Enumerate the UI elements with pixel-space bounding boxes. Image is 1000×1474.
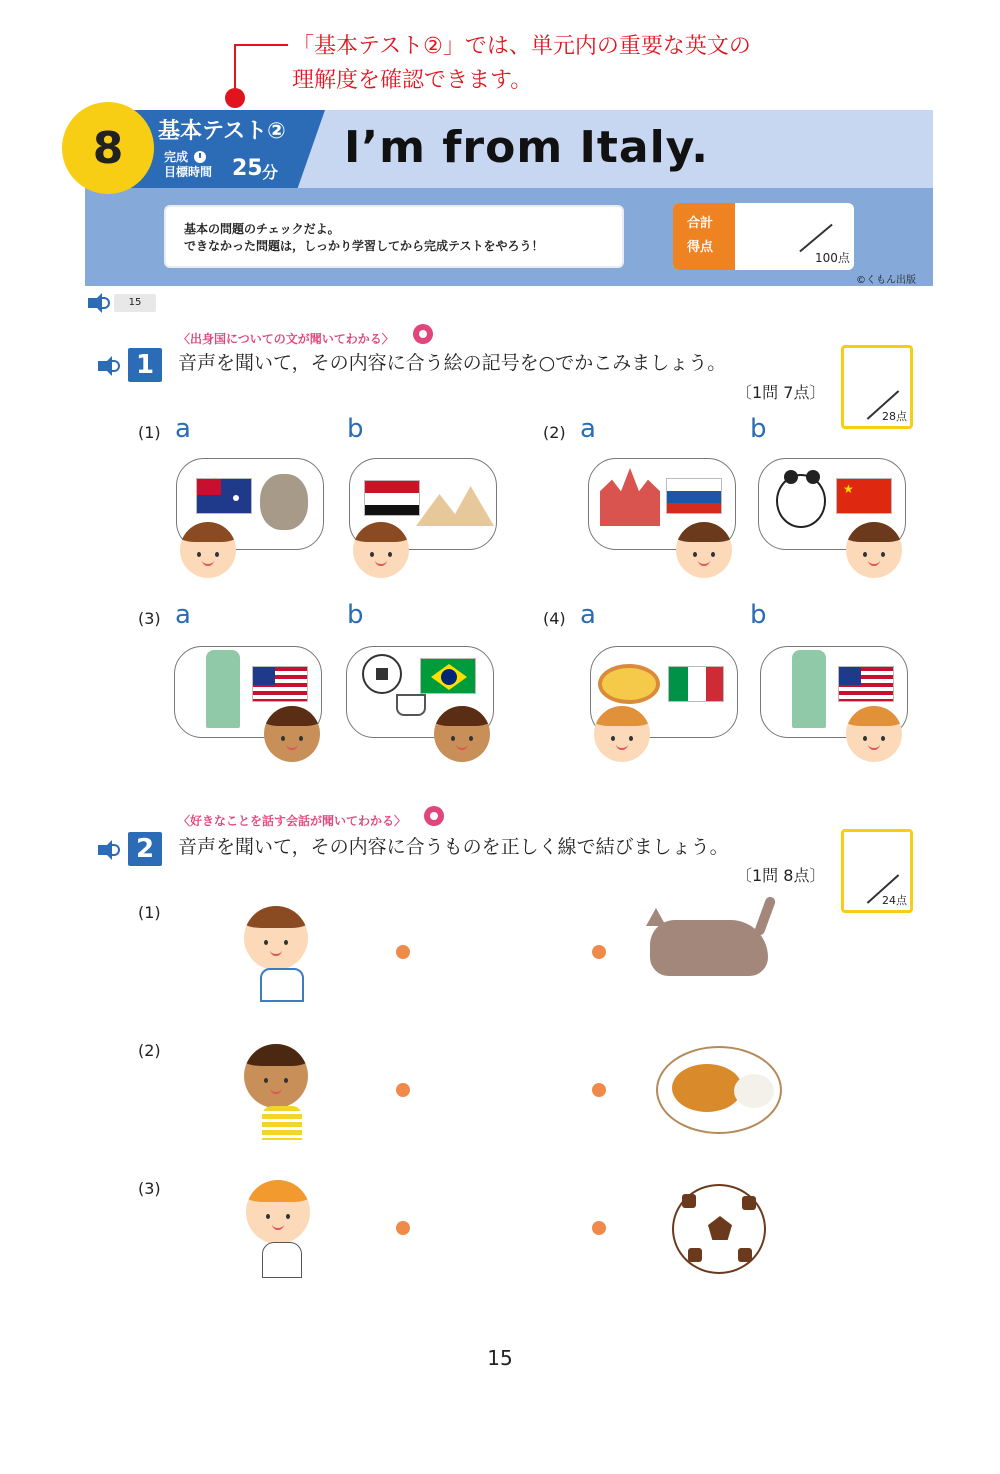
boy-face-icon: [846, 522, 902, 578]
callout-connector-vertical: [234, 44, 236, 92]
q1-number: (1): [138, 423, 161, 442]
boy-shirt-icon: [260, 968, 304, 1002]
row1-number: (1): [138, 903, 161, 922]
row3-number: (3): [138, 1179, 161, 1198]
boy-face-icon: [594, 706, 650, 762]
copyright: ©くもん出版: [856, 275, 916, 286]
q3-number: (3): [138, 609, 161, 628]
boy-face-icon: [180, 522, 236, 578]
note-line-2: できなかった問題は，しっかり学習してから完成テストをやろう！: [184, 239, 544, 253]
section1-score-box[interactable]: [841, 345, 913, 429]
q2-number: (2): [543, 423, 566, 442]
callout-line-1: 「基本テスト②」では、単元内の重要な英文の: [292, 34, 751, 59]
callout-line-2: 理解度を確認できます。: [292, 68, 533, 93]
section2-points: 〔1問 8点〕: [736, 866, 826, 885]
section1-subtitle: 〈出身国についての文が聞いてわかる〉: [178, 332, 394, 346]
usa-flag-icon: [838, 666, 894, 702]
time-label-2: 目標時間: [164, 165, 213, 179]
listening-icon: [424, 806, 444, 826]
cat-icon: [650, 920, 768, 976]
q3-option-b[interactable]: b: [347, 600, 364, 630]
section1-speaker-icon[interactable]: [98, 356, 122, 376]
right-dot-3[interactable]: [592, 1221, 606, 1235]
right-dot-2[interactable]: [592, 1083, 606, 1097]
callout-dot: [225, 88, 245, 108]
listening-icon: [413, 324, 433, 344]
boy-face-icon: [676, 522, 732, 578]
total-label-2: 得点: [687, 240, 714, 255]
panda-icon: [776, 474, 826, 528]
boy-face-icon: [353, 522, 409, 578]
time-unit: 分: [262, 163, 279, 182]
girl-face-icon: [264, 706, 320, 762]
girl-face-icon: [246, 1180, 310, 1244]
note-line-1: 基本の問題のチェックだよ。: [184, 222, 340, 236]
note-box: [164, 205, 624, 268]
lesson-title: I’m from Italy.: [344, 122, 710, 173]
test-name: 基本テスト②: [158, 119, 286, 144]
striped-shirt-icon: [262, 1106, 302, 1140]
boy-face-icon: [244, 906, 308, 970]
total-score-box[interactable]: [673, 203, 854, 270]
speaker-icon[interactable]: [88, 293, 112, 313]
section1-points: 〔1問 7点〕: [736, 383, 826, 402]
section2-score-max: 24点: [882, 894, 907, 907]
left-dot-2[interactable]: [396, 1083, 410, 1097]
section2-number: 2: [128, 832, 162, 866]
russia-flag-icon: [666, 478, 722, 514]
q2-option-a[interactable]: a: [580, 414, 596, 444]
q2-option-b[interactable]: b: [750, 414, 767, 444]
brazil-flag-icon: [420, 658, 476, 694]
clock-icon: [194, 151, 206, 163]
total-score-label: [673, 203, 735, 270]
callout-connector: [234, 44, 288, 46]
statue-of-liberty-icon: [792, 650, 826, 728]
italy-flag-icon: [668, 666, 724, 702]
q1-option-a[interactable]: a: [175, 414, 191, 444]
egypt-flag-icon: [364, 480, 420, 516]
curry-rice-icon: [656, 1046, 782, 1134]
q4-option-b[interactable]: b: [750, 600, 767, 630]
soccer-ball-icon: [362, 654, 402, 694]
boy-face-icon: [846, 706, 902, 762]
section2-score-box[interactable]: [841, 829, 913, 913]
koala-icon: [260, 474, 308, 530]
soccer-ball-icon: [672, 1184, 766, 1274]
right-dot-1[interactable]: [592, 945, 606, 959]
section2-speaker-icon[interactable]: [98, 840, 122, 860]
china-flag-icon: ★: [836, 478, 892, 514]
left-dot-3[interactable]: [396, 1221, 410, 1235]
unit-number-badge: 8: [62, 102, 154, 194]
q4-number: (4): [543, 609, 566, 628]
section2-instruction: 音声を聞いて，その内容に合うものを正しく線で結びましょう。: [178, 836, 729, 858]
coffee-cup-icon: [396, 694, 426, 716]
girl-face-icon: [434, 706, 490, 762]
section2-subtitle: 〈好きなことを話す会話が聞いてわかる〉: [178, 814, 407, 828]
time-value: 25: [232, 156, 263, 181]
section1-score-max: 28点: [882, 410, 907, 423]
section1-instruction: 音声を聞いて，その内容に合う絵の記号を○でかこみましょう。: [178, 352, 727, 374]
q4-option-a[interactable]: a: [580, 600, 596, 630]
girl-shirt-icon: [262, 1242, 302, 1278]
left-dot-1[interactable]: [396, 945, 410, 959]
total-max: 100点: [815, 251, 850, 265]
total-slash: [799, 224, 832, 253]
q1-option-b[interactable]: b: [347, 414, 364, 444]
usa-flag-icon: [252, 666, 308, 702]
page-number: 15: [487, 1346, 513, 1370]
callout-text: [292, 30, 751, 98]
total-label-1: 合計: [687, 216, 714, 231]
q3-option-a[interactable]: a: [175, 600, 191, 630]
time-label-1: 完成: [164, 150, 189, 164]
track-number: 15: [114, 294, 156, 312]
section1-number: 1: [128, 348, 162, 382]
row2-number: (2): [138, 1041, 161, 1060]
boy-face-icon: [244, 1044, 308, 1108]
australia-flag-icon: [196, 478, 252, 514]
pizza-icon: [598, 664, 660, 704]
statue-of-liberty-icon: [206, 650, 240, 728]
